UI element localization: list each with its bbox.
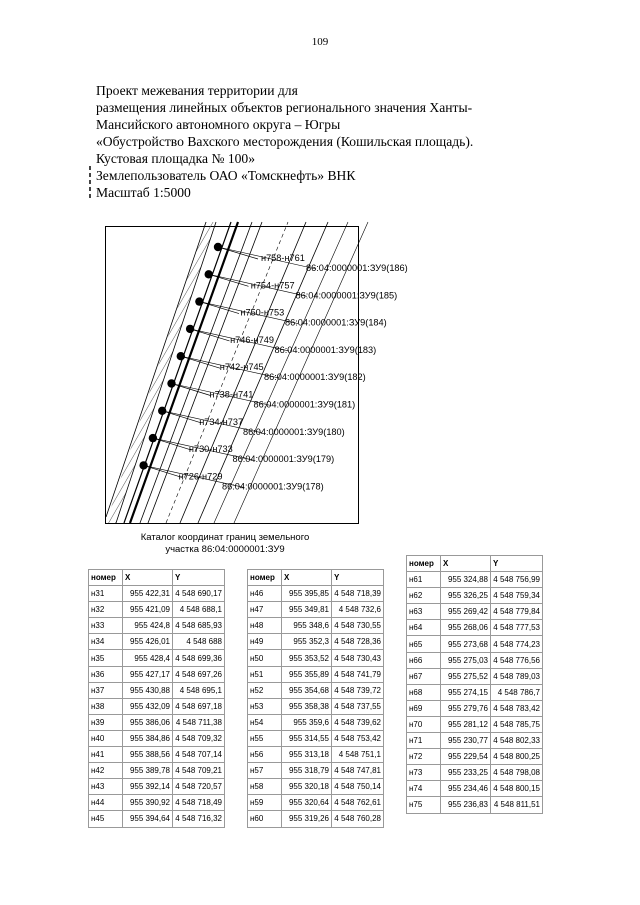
cell-y: 4 548 750,14 [332,779,384,795]
cell-x: 955 233,25 [441,765,491,781]
table-row [89,618,225,634]
table-row [89,730,225,746]
cell-y: 4 548 720,57 [173,779,225,795]
cell-x: 955 236,83 [441,797,491,813]
cell-num: н44 [89,795,123,811]
cell-x: 955 349,81 [282,602,332,618]
cell-x: 955 386,06 [123,714,173,730]
cell-num: н66 [407,652,441,668]
table-row [248,602,384,618]
parcel-label: 86:04:0000001:ЗУ9(185) [295,290,398,301]
coordinates-table-2 [247,569,384,828]
cell-y: 4 548 800,25 [491,749,543,765]
cell-num: н48 [248,618,282,634]
point-label: н730-н733 [188,444,233,455]
cell-y: 4 548 737,55 [332,698,384,714]
col-header-y: Y [332,570,384,586]
cell-x: 955 390,92 [123,795,173,811]
cell-y: 4 548 774,23 [491,636,543,652]
cell-y: 4 548 718,39 [332,586,384,602]
coordinates-table-1 [88,569,225,828]
cell-num: н52 [248,682,282,698]
cell-y: 4 548 802,33 [491,733,543,749]
cell-y: 4 548 762,61 [332,795,384,811]
title-line-1: Проект межевания территории для [96,83,298,98]
catalog-title [120,532,330,556]
cell-num: н69 [407,700,441,716]
cell-num: н58 [248,779,282,795]
cell-num: н71 [407,733,441,749]
cell-num: н45 [89,811,123,827]
point-label: н726-н729 [178,471,223,482]
cell-num: н56 [248,747,282,763]
table-row [407,700,543,716]
cell-y: 4 548 697,18 [173,698,225,714]
cell-x: 955 430,88 [123,682,173,698]
land-user-line: Землепользователь ОАО «Томскнефть» ВНК [96,168,356,183]
document-title [96,82,536,201]
col-header-x: X [282,570,332,586]
cell-y: 4 548 728,36 [332,634,384,650]
table-row [89,698,225,714]
cell-num: н34 [89,634,123,650]
cell-num: н65 [407,636,441,652]
cell-x: 955 389,78 [123,763,173,779]
cell-y: 4 548 776,56 [491,652,543,668]
cell-num: н75 [407,797,441,813]
col-header-number: номер [248,570,282,586]
cell-x: 955 352,3 [282,634,332,650]
cadastral-map [105,226,408,524]
table-row [407,572,543,588]
cell-x: 955 320,18 [282,779,332,795]
cell-x: 955 358,38 [282,698,332,714]
cell-y: 4 548 688,1 [173,602,225,618]
cell-x: 955 426,01 [123,634,173,650]
point-label: н758-н761 [261,253,305,263]
title-line-2: размещения линейных объектов регионального значения Ханты- [96,100,473,115]
cell-y: 4 548 699,36 [173,650,225,666]
table-row [89,666,225,682]
table-row [248,714,384,730]
table-row [89,714,225,730]
col-header-x: X [441,556,491,572]
cell-num: н31 [89,586,123,602]
cell-y: 4 548 709,32 [173,730,225,746]
col-header-number: номер [407,556,441,572]
cell-y: 4 548 800,15 [491,781,543,797]
cell-y: 4 548 811,51 [491,797,543,813]
cell-y: 4 548 685,93 [173,618,225,634]
table-row [248,730,384,746]
point-label: н742-н745 [219,362,264,373]
cell-y: 4 548 785,75 [491,716,543,732]
cell-x: 955 421,09 [123,602,173,618]
table-row [248,763,384,779]
table-row [248,666,384,682]
cell-x: 955 273,68 [441,636,491,652]
cell-num: н49 [248,634,282,650]
cell-num: н46 [248,586,282,602]
cell-y: 4 548 741,79 [332,666,384,682]
cell-num: н33 [89,618,123,634]
cell-num: н32 [89,602,123,618]
cell-x: 955 326,25 [441,588,491,604]
parcel-label: 86:04:0000001:ЗУ9(183) [274,344,377,355]
map-drawing [106,227,408,523]
cell-y: 4 548 786,7 [491,684,543,700]
cell-x: 955 394,64 [123,811,173,827]
table-row [89,747,225,763]
cell-num: н55 [248,730,282,746]
cell-num: н60 [248,811,282,827]
cell-y: 4 548 711,38 [173,714,225,730]
cell-num: н50 [248,650,282,666]
table-row [248,747,384,763]
cell-y: 4 548 730,43 [332,650,384,666]
cell-x: 955 324,88 [441,572,491,588]
page-number: 109 [311,36,329,48]
table-row [89,634,225,650]
table-row [248,779,384,795]
cell-x: 955 384,86 [123,730,173,746]
parcel-label: 86:04:0000001:ЗУ9(182) [264,372,366,383]
cell-x: 955 355,89 [282,666,332,682]
table-row [407,604,543,620]
cell-y: 4 548 732,6 [332,602,384,618]
cell-num: н38 [89,698,123,714]
table-row [248,698,384,714]
cell-x: 955 432,09 [123,698,173,714]
cell-y: 4 548 751,1 [332,747,384,763]
cell-x: 955 275,03 [441,652,491,668]
boundary-point [205,270,213,278]
col-header-x: X [123,570,173,586]
cell-x: 955 313,18 [282,747,332,763]
table-row [248,586,384,602]
point-label: н754-н757 [250,280,295,291]
table-row [248,811,384,827]
col-header-y: Y [491,556,543,572]
table-row [407,652,543,668]
cell-x: 955 353,52 [282,650,332,666]
cell-y: 4 548 759,34 [491,588,543,604]
col-header-number: номер [89,570,123,586]
cell-num: н35 [89,650,123,666]
boundary-point [139,461,147,469]
cell-x: 955 275,52 [441,668,491,684]
cell-y: 4 548 753,42 [332,730,384,746]
cell-num: н68 [407,684,441,700]
point-label: н746-н749 [230,334,274,345]
cell-y: 4 548 690,17 [173,586,225,602]
cell-x: 955 422,31 [123,586,173,602]
table-row [407,716,543,732]
cell-num: н74 [407,781,441,797]
cell-y: 4 548 789,03 [491,668,543,684]
catalog-title-line-1: Каталог координат границ земельного [140,532,310,543]
cell-x: 955 348,6 [282,618,332,634]
cell-x: 955 388,56 [123,747,173,763]
cell-num: н43 [89,779,123,795]
cell-y: 4 548 739,62 [332,714,384,730]
catalog-title-line-2: участка 86:04:0000001:ЗУ9 [165,544,285,555]
cell-x: 955 427,17 [123,666,173,682]
cell-y: 4 548 747,81 [332,763,384,779]
table-row [89,763,225,779]
table-row [248,795,384,811]
table-row [89,602,225,618]
cell-num: н51 [248,666,282,682]
cell-x: 955 395,85 [282,586,332,602]
cell-y: 4 548 718,49 [173,795,225,811]
cell-y: 4 548 756,99 [491,572,543,588]
cell-num: н57 [248,763,282,779]
cell-num: н42 [89,763,123,779]
boundary-point [158,407,166,415]
cell-x: 955 269,42 [441,604,491,620]
parcel-label: 86:04:0000001:ЗУ9(180) [243,426,345,437]
cell-num: н59 [248,795,282,811]
cell-num: н36 [89,666,123,682]
cell-num: н62 [407,588,441,604]
cell-num: н39 [89,714,123,730]
cell-y: 4 548 760,28 [332,811,384,827]
table-row [248,618,384,634]
cell-x: 955 229,54 [441,749,491,765]
scale-line: Масштаб 1:5000 [96,185,191,200]
cell-num: н37 [89,682,123,698]
cell-num: н40 [89,730,123,746]
table-row [407,733,543,749]
cell-num: н67 [407,668,441,684]
cell-num: н47 [248,602,282,618]
title-line-5: Кустовая площадка № 100» [96,151,256,166]
cell-x: 955 319,26 [282,811,332,827]
cell-y: 4 548 777,53 [491,620,543,636]
parcel-label: 86:04:0000001:ЗУ9(179) [232,454,335,465]
table-row [248,682,384,698]
cell-x: 955 234,46 [441,781,491,797]
cell-y: 4 548 709,21 [173,763,225,779]
cell-y: 4 548 779,84 [491,604,543,620]
parcel-label: 86:04:0000001:ЗУ9(181) [253,399,356,410]
cell-num: н70 [407,716,441,732]
table-row [89,811,225,827]
point-label: н738-н741 [209,389,254,400]
cell-num: н72 [407,749,441,765]
boundary-point [149,434,157,442]
cell-x: 955 424,8 [123,618,173,634]
cell-x: 955 392,14 [123,779,173,795]
parcel-label: 86:04:0000001:ЗУ9(186) [306,263,408,273]
cell-x: 955 314,55 [282,730,332,746]
cell-x: 955 279,76 [441,700,491,716]
cell-x: 955 274,15 [441,684,491,700]
cell-num: н61 [407,572,441,588]
cell-x: 955 359,6 [282,714,332,730]
table-row [407,765,543,781]
cell-num: н73 [407,765,441,781]
table-row [407,620,543,636]
cell-num: н53 [248,698,282,714]
table-row [407,797,543,813]
cell-x: 955 428,4 [123,650,173,666]
cell-num: н64 [407,620,441,636]
title-line-4: «Обустройство Вахского месторождения (Кошильская площадь). [96,134,474,149]
cell-y: 4 548 707,14 [173,747,225,763]
point-label: н734-н737 [199,416,244,427]
table-row [407,588,543,604]
cell-x: 955 318,79 [282,763,332,779]
table-row [407,636,543,652]
cell-num: н63 [407,604,441,620]
margin-mark [88,166,92,204]
title-line-3: Мансийского автономного округа – Югры [96,117,341,132]
table-row [407,749,543,765]
cell-y: 4 548 697,26 [173,666,225,682]
table-row [248,650,384,666]
col-header-y: Y [173,570,225,586]
table-row [407,684,543,700]
cell-x: 955 354,68 [282,682,332,698]
cell-y: 4 548 695,1 [173,682,225,698]
cell-y: 4 548 688 [173,634,225,650]
cell-x: 955 320,64 [282,795,332,811]
cell-num: н41 [89,747,123,763]
cell-num: н54 [248,714,282,730]
table-row [248,634,384,650]
table-row [89,650,225,666]
cell-y: 4 548 716,32 [173,811,225,827]
table-row [407,781,543,797]
parcel-label: 86:04:0000001:ЗУ9(184) [285,317,387,328]
table-row [89,779,225,795]
coordinates-table-3 [406,555,543,814]
table-row [89,586,225,602]
point-label: н750-н753 [240,307,285,318]
table-row [407,668,543,684]
parcel-label: 86:04:0000001:ЗУ9(178) [222,481,324,492]
cell-y: 4 548 783,42 [491,700,543,716]
cell-x: 955 230,77 [441,733,491,749]
table-row [89,682,225,698]
cell-y: 4 548 730,55 [332,618,384,634]
cell-y: 4 548 739,72 [332,682,384,698]
cell-y: 4 548 798,08 [491,765,543,781]
table-row [89,795,225,811]
cell-x: 955 281,12 [441,716,491,732]
cell-x: 955 268,06 [441,620,491,636]
